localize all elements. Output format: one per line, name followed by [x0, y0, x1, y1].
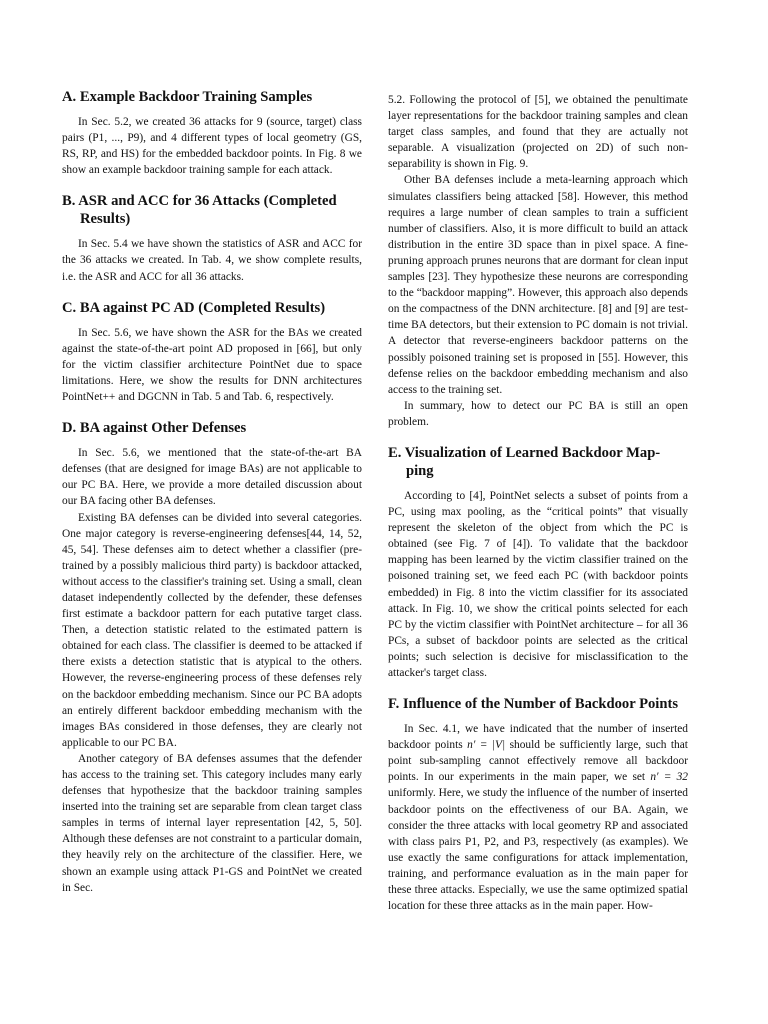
section-d-cont-paragraph-3: In summary, how to detect our PC BA is still an open problem. [388, 399, 688, 428]
section-b-heading [62, 192, 362, 228]
section-e-heading-line1: E. Visualization of Learned Backdoor Map- [388, 444, 661, 461]
section-a-paragraph-1: In Sec. 5.2, we created 36 attacks for 9 (source, target) class pairs (P1, ..., P9), and 4 different types of local geometry (GS, RS, RP, and HS) for the embedded backdoor points. In Fig. 8 we show an example backdoor training sample for each attack. [62, 116, 362, 177]
section-b-paragraph-1: In Sec. 5.4 we have shown the statistics of ASR and ACC for the 36 attacks we created. In Tab. 4, we show complete results, i.e. the ASR and ACC for all 36 attacks. [62, 238, 362, 283]
section-f-paragraph-1 [388, 721, 688, 914]
section-f-heading: F. Influence of the Number of Backdoor Points [388, 696, 678, 713]
math-n-prime-eq-32: n′ = 32 [650, 771, 688, 784]
math-n-prime-eq-v: n′ = |V| [467, 739, 506, 752]
section-d-paragraph-1: In Sec. 5.6, we mentioned that the state-of-the-art BA defenses (that are designed for image BAs) are not applicable to our PC BA. Here, we provide a more detailed discussion about our BA facing other BA defenses. [62, 447, 362, 508]
section-a-heading: A. Example Backdoor Training Samples [62, 89, 313, 105]
section-e-heading-line2: ping [406, 462, 434, 479]
section-d-cont-paragraph-1: 5.2. Following the protocol of [5], we obtained the penultimate layer representations for the backdoor training samples and clean target class samples, and found that they are actually not separable. A visualization (projected on 2D) of such non-separability is shown in Fig. 9. [388, 94, 688, 171]
section-f-text-a: In Sec. 4.1, we have indicated that the number of inserted backdoor points [388, 723, 688, 752]
section-b [62, 192, 362, 284]
section-d-paragraph-2: Existing BA defenses can be divided into several categories. One major category is reverse-engineering defenses[44, 14, 52, 45, 54]. These defenses aim to detect whether a classifier (pre-trained by a possibly malicious third party) is backdoor attacked, without access to the classifier's training set. Using a small, clean dataset independently collected by the defender, these defenses first estimate a backdoor pattern for each putative target class. Then, a detection statistic related to the estimated pattern is obtained for each class. The classifier is deemed to be attacked if there exists a detection statistic that is atypical to the others. However, the reverse-engineering process of these defenses rely on the backdoor embedding mechanism. Since our PC BA adopts an entirely different backdoor embedding mechanism with the images BAs considered in those defenses, they are clearly not applicable to our PC BA. [62, 511, 362, 749]
section-d-continued [388, 92, 688, 430]
section-e-paragraph-1: According to [4], PointNet selects a subset of points from a PC, using max pooling, as the “critical points” that visually represent the skeleton of the object from which the PC is obtained (see Fig. 7 of [4]). To validate that the backdoor mapping has been learned by the victim classifier trained on the poisoned training set, we feed each PC (with backdoor points embedded) in Fig. 8 into the victim classifier for its associated attack. In Fig. 10, we show the critical points selected for each PC by the victim classifier with PointNet architecture – for all 36 PCs, a subset of backdoor points are selected as the critical points; such selection is decisive for misclassification to the attacker's target class. [388, 489, 688, 679]
section-f-text-b: should be sufficiently large, such that point sub-sampling cannot effectively remove all backdoor points. In our experiments in the main paper, we set [388, 739, 688, 784]
section-d-paragraph-3: Another category of BA defenses assumes that the defender has access to the training set. This category includes many early defenses that hypothesize that the backdoor training samples inserted into the training set are separable from clean target class samples in terms of internal layer representation [42, 5, 50]. Although these defenses are not constraint to a particular domain, they heavily rely on the architecture of the classifier. Here, we shown an example using attack P1-GS and PointNet we created in Sec. [62, 752, 362, 894]
section-f-text-c: uniformly. Here, we study the influence of the number of inserted backdoor points on the effectiveness of our BA. Again, we consider the three attacks with local geometry RP and associated with class pairs P1, P2, and P3, respectively (as examples). We use exactly the same configurations for attack implementation, training, and performance evaluation as in the main paper for these three attacks. Especially, we use the same optimized spatial location for these three attacks as in the main paper. How- [388, 787, 688, 913]
section-b-heading-line2: Results) [80, 211, 131, 228]
section-f [388, 695, 688, 914]
section-a [62, 88, 362, 178]
section-c-paragraph-1: In Sec. 5.6, we have shown the ASR for the BAs we created against the state-of-the-art point AD proposed in [66], but only for the victim classifier architecture PointNet due to space limitations. Here, we show the results for DNN architectures PointNet++ and DGCNN in Tab. 5 and Tab. 6, respectively. [62, 326, 362, 404]
section-e-heading [388, 444, 688, 480]
section-d-cont-paragraph-2: Other BA defenses include a meta-learning approach which simulates classifiers being attacked [58]. However, this method requires a large number of clean samples to train a sufficient number of classifiers. Also, it is more difficult to build an attack distribution in the entire 3D space than in pixel space. A fine-pruning approach prunes neurons that are dormant for clean input samples [23]. They hypothesize these neurons are corresponding to the “backdoor mapping”. However, this approach also depends on the compactness of the DNN architecture. [8] and [9] are test-time BA detectors, but their extension to PC domain is not trivial. A detector that reverse-engineers backdoor patterns on the possibly poisoned training set is proposed in [55]. However, this defense relies on the backdoor embedding mechanism and also access to the training set. [388, 174, 688, 396]
section-c [62, 299, 362, 405]
section-b-heading-line1: B. ASR and ACC for 36 Attacks (Completed [62, 193, 337, 210]
section-e [388, 444, 688, 681]
section-d-heading: D. BA against Other Defenses [62, 420, 247, 437]
section-c-heading: C. BA against PC AD (Completed Results) [62, 299, 326, 316]
section-d [62, 419, 362, 896]
left-column [62, 88, 362, 910]
right-column [388, 92, 688, 928]
